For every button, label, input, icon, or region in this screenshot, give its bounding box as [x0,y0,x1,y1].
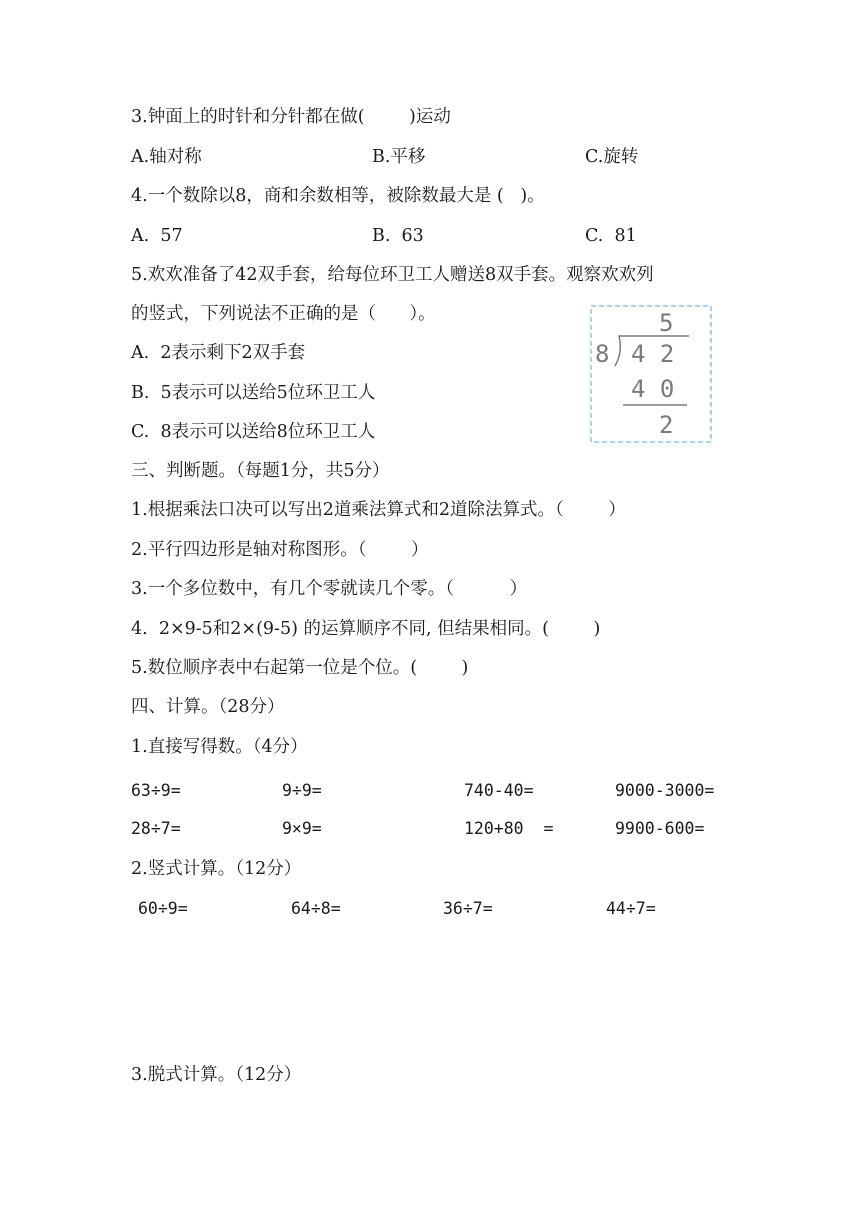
vertical-calc-item: 64÷8= [291,899,341,918]
tf-item-5: 5.数位顺序表中右起第一位是个位。( ) [131,658,469,678]
long-division-figure [579,284,745,466]
q5-option-a: A. 2表示剩下2双手套 [131,343,306,363]
section4-title: 四、计算。（28分） [131,697,285,717]
q5-stem-line1: 5.欢欢准备了42双手套，给每位环卫工人赠送8双手套。观察欢欢列 [131,265,654,285]
remainder-digit: 2 [659,411,674,439]
tf-item-2: 2.平行四边形是轴对称图形。（ ） [131,540,429,560]
section3-title: 三、判断题。（每题1分，共5分） [131,461,390,481]
quotient-digit: 5 [659,309,674,337]
tf-item-1: 1.根据乘法口决可以写出2道乘法算式和2道除法算式。（ ） [131,500,626,520]
q5-option-c: C. 8表示可以送给8位环卫工人 [131,422,376,442]
q3-option-c: C.旋转 [585,147,639,167]
q4-option-c: C. 81 [585,226,637,246]
part2-title: 2.竖式计算。（12分） [131,859,302,879]
q5-option-b: B. 5表示可以送给5位环卫工人 [131,383,376,403]
product-digits: 4 0 [631,375,675,403]
divisor-digit: 8 [595,340,610,368]
dividend-digits: 4 2 [631,340,675,368]
part3-title: 3.脱式计算。（12分） [131,1065,302,1085]
calc-item: 740-40= [464,781,534,800]
q3-option-a: A.轴对称 [131,147,202,167]
calc-item: 120+80 = [464,819,554,838]
q3-option-b: B.平移 [372,147,426,167]
vertical-calc-item: 44÷7= [606,899,656,918]
q3-stem: 3.钟面上的时针和分针都在做( )运动 [131,107,451,127]
tf-item-3: 3.一个多位数中，有几个零就读几个零。（ ） [131,579,528,599]
calc-item: 9000-3000= [615,781,715,800]
vertical-calc-item: 36÷7= [443,899,493,918]
part1-title: 1.直接写得数。（4分） [131,737,308,757]
calc-item: 63÷9= [131,781,181,800]
q4-option-b: B. 63 [372,226,424,246]
vertical-calc-item: 60÷9= [138,899,188,918]
calc-item: 9×9= [282,819,322,838]
calc-item: 9÷9= [282,781,322,800]
q4-stem: 4.一个数除以8，商和余数相等，被除数最大是 ( )。 [131,186,545,206]
tf-item-4: 4. 2×9-5和2×(9-5) 的运算顺序不同, 但结果相同。( ) [131,619,601,639]
calc-item: 28÷7= [131,819,181,838]
q4-option-a: A. 57 [131,226,183,246]
q5-stem-line2: 的竖式，下列说法不正确的是（ ）。 [131,304,436,324]
calc-item: 9900-600= [615,819,705,838]
